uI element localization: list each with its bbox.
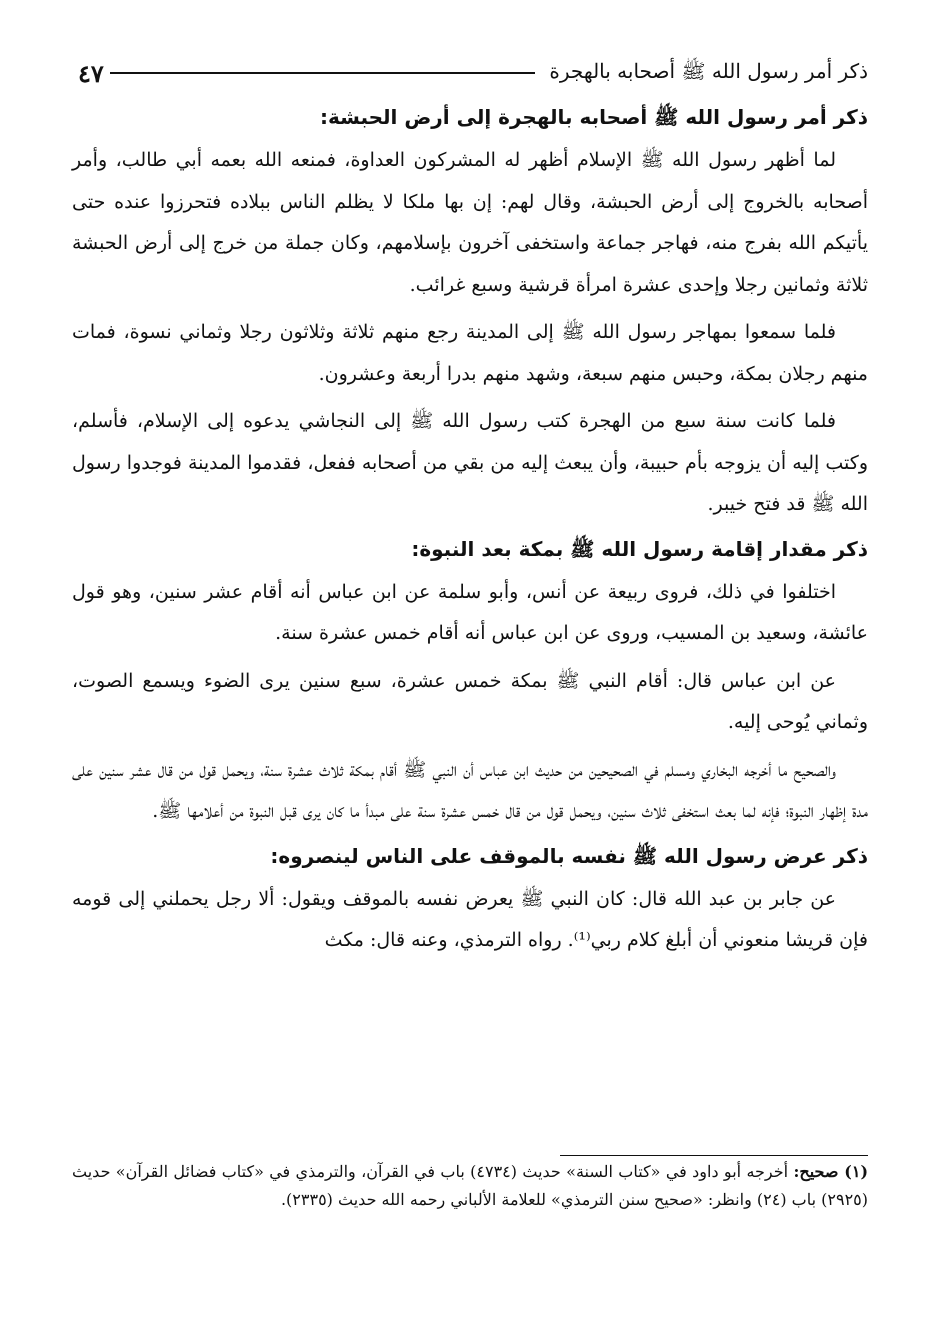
footnote-item [72,1158,868,1214]
header-rule [110,72,536,74]
section-heading-stay-in-mecca: ذكر مقدار إقامة رسول الله ﷺ بمكة بعد النبوة: [411,536,868,561]
paragraph: اختلفوا في ذلك، فروى ربيعة عن أنس، وأبو سلمة عن ابن عباس أنه أقام عشر سنين، وهو قول عائشة، وسعيد بن المسيب، وروى عن ابن عباس أنه أقام خمس عشرة سنة. [72,580,868,644]
paragraph: عن جابر بن عبد الله قال: كان النبي ﷺ يعرض نفسه بالموقف ويقول: ألا رجل يحملني إلى قومه فإن قريشا منعوني أن أبلغ كلام ربي⁽¹⁾. رواه الترمذي، وعنه قال: مكث [72,887,868,951]
paragraph: عن ابن عباس قال: أقام النبي ﷺ بمكة خمس عشرة، سبع سنين يرى الضوء ويسمع الصوت، وثماني يُوحى إليه. [72,669,868,733]
running-header [78,56,868,90]
paragraph: والصحيح ما أخرجه البخاري ومسلم في الصحيحين من حديث ابن عباس أن النبي ﷺ أقام بمكة ثلاث عشرة سنة، ويحمل قول من قال عشر سنين على مدة إظهار النبوة؛ فإنه لما بعث استخفى ثلاث سنين، ويحمل قول من قال خمس عشرة سنة على مبدأ ما كان يرى قبل النبوة من أعلامها ﷺ. [72,758,868,822]
footnote-label: (١) صحيح: [793,1162,869,1181]
footnote-text: أخرجه أبو داود في «كتاب السنة» حديث (٤٧٣٤) باب في القرآن، والترمذي في «كتاب فضائل القرآن» حديث (٢٩٢٥) باب (٢٤) وانظر: «صحيح سنن الترمذي» للعلامة الألباني رحمه الله حديث (٢٣٣٥). [72,1162,868,1209]
paragraph: فلما كانت سنة سبع من الهجرة كتب رسول الله ﷺ إلى النجاشي يدعوه إلى الإسلام، فأسلم، وكتب إليه أن يزوجه بأم حبيبة، وأن يبعث إليه من بقي من أصحابه ففعل، فقدموا المدينة فوجدوا رسول الله ﷺ قد فتح خيبر. [72,410,868,515]
section-heading-hijra-abyssinia: ذكر أمر رسول الله ﷺ أصحابه بالهجرة إلى أرض الحبشة: [319,105,868,129]
main-text [72,100,868,968]
footnote-divider [560,1155,868,1156]
paragraph: فلما سمعوا بمهاجر رسول الله ﷺ إلى المدينة رجع منهم ثلاثة وثلاثون رجلا وثماني نسوة، فمات منهم رجلان بمكة، وحبس منهم سبعة، وشهد منهم بدرا أربعة وعشرون. [72,321,868,385]
section-heading-presenting-himself: ذكر عرض رسول الله ﷺ نفسه بالموقف على الناس لينصروه: [270,843,868,868]
page-number: ٤٧ [78,58,104,88]
footnotes [72,1158,868,1214]
running-title: ذكر أمر رسول الله ﷺ أصحابه بالهجرة [549,58,868,83]
paragraph: لما أظهر رسول الله ﷺ الإسلام أظهر له المشركون العداوة، فمنعه الله بعمه أبي طالب، وأمر أصحابه بالخروج إلى أرض الحبشة، وقال لهم: إن بها ملكا لا يظلم الناس ببلاده فتحرزوا عنده حتى يأتيكم الله بفرج منه، فهاجر جماعة واستخفى آخرون بإسلامهم، وكان جملة من خرج إلى أرض الحبشة ثلاثة وثمانين رجلا وإحدى عشرة امرأة قرشية وسبع غرائب. [72,149,868,296]
